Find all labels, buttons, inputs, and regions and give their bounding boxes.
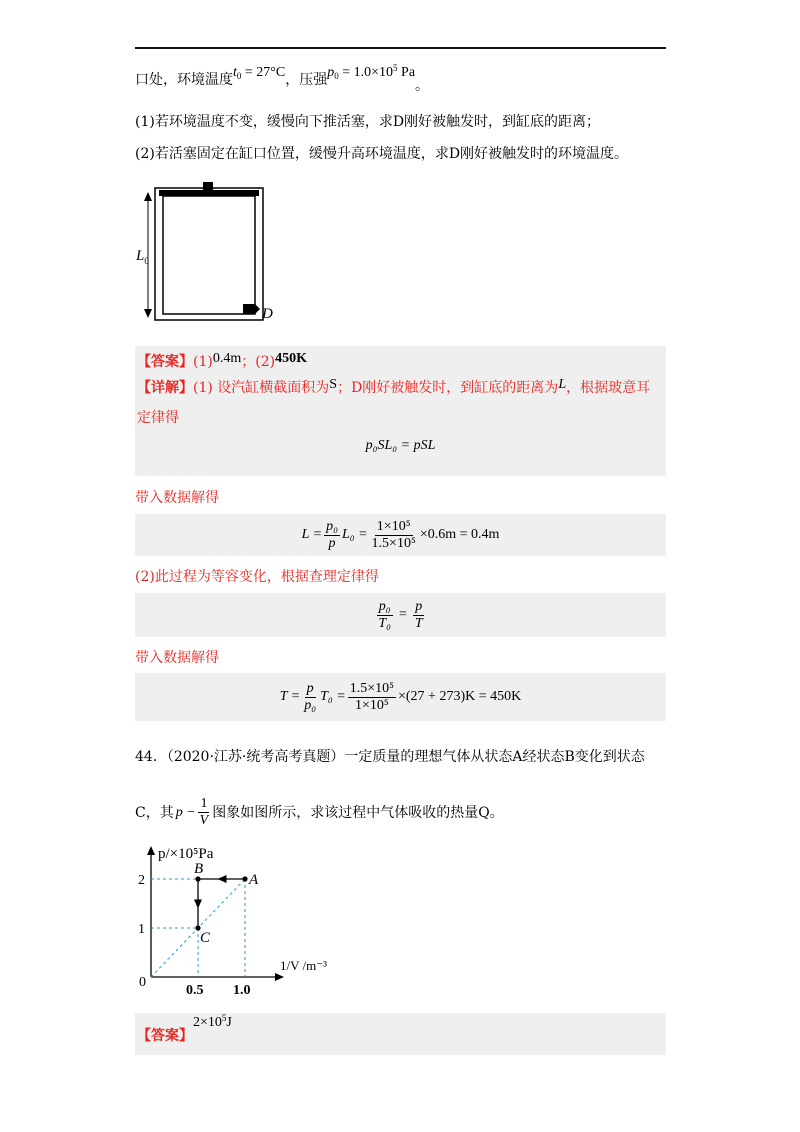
detail-line-2: 定律得: [137, 410, 179, 426]
question-2: (2)若活塞固定在缸口位置，缓慢升高环境温度，求D刚好被触发时的环境温度。: [135, 146, 629, 162]
point-label-b: B: [194, 861, 204, 877]
answer-2-value: $2\times 10^5J$: [193, 1013, 232, 1030]
y-axis-arrow: [147, 846, 155, 855]
label-d: D: [262, 306, 273, 322]
cylinder-outer: [155, 188, 263, 320]
x-axis-label: 1/V /m⁻³: [280, 958, 327, 973]
answer-2: 【答案】: [137, 1028, 193, 1044]
x-tick-label: 0.5: [186, 983, 204, 998]
arrow-bc: [194, 900, 202, 909]
y-tick-label: 2: [138, 873, 145, 888]
point-label-c: C: [200, 930, 211, 946]
point-a: [242, 876, 247, 881]
question-44-line-2: C，其 p − $\frac{1}{V}$ 图象如图所示，求该过程中气体吸收的热量Q。: [135, 796, 504, 828]
point-b: [195, 876, 200, 881]
origin-label: 0: [139, 975, 146, 990]
y-axis-label: p/×10⁵Pa: [158, 846, 214, 862]
label-l0: $L_0$: [136, 248, 149, 266]
detail-line-1: 【详解】(1) 设汽缸横截面积为S；D刚好被触发时，到缸底的距离为L，根据玻意耳: [137, 377, 651, 396]
question-1: (1)若环境温度不变，缓慢向下推活塞，求D刚好被触发时，到缸底的距离；: [135, 114, 601, 130]
piston-handle: [203, 182, 213, 191]
cylinder-inner: [163, 196, 255, 314]
arrow-up: [144, 192, 152, 201]
header-rule: [135, 47, 666, 49]
cylinder-figure: [135, 178, 280, 328]
section-sub-1: 带入数据解得: [135, 490, 219, 506]
y-tick-label: 1: [138, 922, 145, 937]
x-axis-arrow: [275, 973, 284, 981]
arrow-ab: [218, 875, 227, 883]
section-sub-3: 带入数据解得: [135, 650, 219, 666]
equation-box-3: $\frac{\text{p₀}}{\text{T₀}}$ = $\frac{p}{T}$: [135, 593, 666, 637]
question-44-line-1: 44．（2020·江苏·统考高考真题）一定质量的理想气体从状态A经状态B变化到状态: [135, 749, 645, 765]
section-sub-2: (2)此过程为等容变化，根据查理定律得: [135, 569, 379, 585]
answer-1: 【答案】(1)0.4m；(2)450K: [137, 351, 307, 370]
pv-chart: [130, 842, 340, 1000]
point-label-a: A: [249, 872, 259, 888]
equation-box-2: L = $\frac{\text{p₀}}{p}$ L₀ = $\frac{\text{1×10⁵}}{\text{1.5×10⁵}}$ ×0.6m = 0.4m: [135, 514, 666, 556]
intro-line: 口处，环境温度$t_0 = 27^\circ C$，压强$p_0 = 1.0\times 10^5$ Pa。: [135, 63, 430, 94]
equation-box-4: T = $\frac{p}{\text{p₀}}$ T₀ = $\frac{\text{1.5×10⁵}}{\text{1×10⁵}}$ ×(27 + 273)K = 450K: [135, 673, 666, 721]
arrow-down: [144, 309, 152, 318]
trigger-d: [243, 304, 255, 314]
x-tick-label: 1.0: [233, 983, 251, 998]
equation-1: p₀SL₀ = pSL: [365, 438, 436, 453]
